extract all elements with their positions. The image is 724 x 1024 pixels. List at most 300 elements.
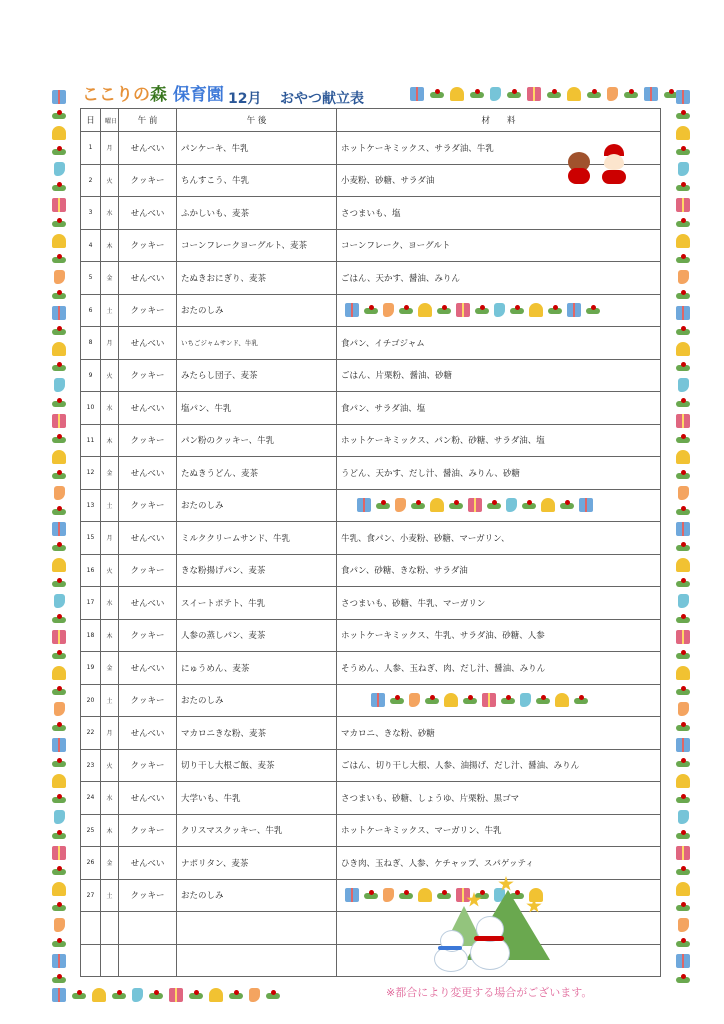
gift-icon: [676, 738, 690, 752]
holly-icon: [547, 87, 561, 101]
cell-dow: 金: [101, 652, 119, 685]
holly-icon: [52, 684, 66, 698]
holly-icon: [676, 720, 690, 734]
bell-icon: [676, 882, 690, 896]
holly-icon: [676, 828, 690, 842]
cell-day: 20: [81, 684, 101, 717]
page-title: おやつ献立表: [280, 91, 364, 107]
cell-pm: 人参の蒸しパン、麦茶: [177, 619, 337, 652]
cell-dow: 土: [101, 489, 119, 522]
gift-icon: [676, 306, 690, 320]
cell-day: 26: [81, 847, 101, 880]
table-row: [81, 847, 661, 880]
holly-icon: [266, 988, 280, 1002]
cell-materials: 牛乳、食パン、小麦粉、砂糖、マーガリン、: [337, 522, 661, 555]
cell-am: クッキー: [119, 359, 177, 392]
cell-am: [119, 912, 177, 945]
cell-pm: [177, 944, 337, 977]
holly-icon: [487, 498, 501, 512]
gift-icon: [676, 630, 690, 644]
cell-day: 25: [81, 814, 101, 847]
sock-icon: [383, 888, 394, 902]
cell-am: せんべい: [119, 132, 177, 165]
holly-icon: [676, 144, 690, 158]
ornament-row: [341, 303, 656, 317]
cell-pm: おたのしみ: [177, 294, 337, 327]
holly-icon: [676, 756, 690, 770]
table-row: [81, 944, 661, 977]
bell-icon: [444, 693, 458, 707]
scarf-icon: [438, 946, 462, 950]
cell-dow: 月: [101, 132, 119, 165]
holly-icon: [560, 498, 574, 512]
cell-materials: マカロニ、きな粉、砂糖: [337, 717, 661, 750]
sock-icon: [54, 810, 65, 824]
table-row: [81, 879, 661, 912]
cell-dow: [101, 944, 119, 977]
cell-am: クッキー: [119, 424, 177, 457]
gift-icon: [676, 198, 690, 212]
holly-icon: [676, 900, 690, 914]
cell-day: 23: [81, 749, 101, 782]
cell-am: クッキー: [119, 489, 177, 522]
holly-icon: [425, 693, 439, 707]
holly-icon: [676, 252, 690, 266]
cell-dow: 火: [101, 749, 119, 782]
bell-icon: [209, 988, 223, 1002]
holly-icon: [676, 360, 690, 374]
cell-pm: パン粉のクッキー、牛乳: [177, 424, 337, 457]
sock-icon: [54, 378, 65, 392]
gift-icon: [52, 522, 66, 536]
table-row: [81, 262, 661, 295]
holly-icon: [52, 252, 66, 266]
cell-dow: 金: [101, 847, 119, 880]
cell-am: せんべい: [119, 652, 177, 685]
table-row: [81, 554, 661, 587]
cell-day: 2: [81, 164, 101, 197]
cell-pm: スイートポテト、牛乳: [177, 587, 337, 620]
cell-materials: ごはん、天かす、醤油、みりん: [337, 262, 661, 295]
table-row: [81, 489, 661, 522]
table-row: [81, 457, 661, 490]
gift-icon: [468, 498, 482, 512]
sock-icon: [678, 810, 689, 824]
sock-icon: [607, 87, 618, 101]
holly-icon: [676, 504, 690, 518]
holly-icon: [676, 612, 690, 626]
cell-dow: 木: [101, 424, 119, 457]
cell-dow: 火: [101, 164, 119, 197]
scarf-icon: [474, 936, 504, 941]
holly-icon: [676, 936, 690, 950]
cell-dow: 月: [101, 522, 119, 555]
cell-pm: [177, 912, 337, 945]
holly-icon: [52, 576, 66, 590]
holly-icon: [430, 87, 444, 101]
cell-day: 11: [81, 424, 101, 457]
cell-materials: うどん、天かす、だし汁、醤油、みりん、砂糖: [337, 457, 661, 490]
cell-am: クッキー: [119, 164, 177, 197]
reindeer-icon: [564, 146, 594, 184]
cell-dow: 土: [101, 879, 119, 912]
holly-icon: [548, 303, 562, 317]
holly-icon: [437, 303, 451, 317]
cell-materials: [337, 489, 661, 522]
cell-day: 4: [81, 229, 101, 262]
holly-icon: [536, 693, 550, 707]
table-row: [81, 619, 661, 652]
holly-icon: [449, 498, 463, 512]
sock-icon: [678, 378, 689, 392]
holly-icon: [676, 396, 690, 410]
cell-pm: ナポリタン、麦茶: [177, 847, 337, 880]
holly-icon: [52, 396, 66, 410]
sock-icon: [520, 693, 531, 707]
logo-text-1: ここりの: [82, 85, 150, 105]
bell-icon: [52, 558, 66, 572]
bell-icon: [567, 87, 581, 101]
cell-day: 1: [81, 132, 101, 165]
santa-icon: [598, 144, 630, 184]
cell-pm: たぬきうどん、麦茶: [177, 457, 337, 490]
cell-dow: 金: [101, 457, 119, 490]
bell-icon: [52, 450, 66, 464]
cell-dow: 水: [101, 197, 119, 230]
cell-dow: 水: [101, 782, 119, 815]
bell-icon: [450, 87, 464, 101]
holly-icon: [52, 468, 66, 482]
holly-icon: [399, 303, 413, 317]
table-row: [81, 782, 661, 815]
bell-icon: [676, 126, 690, 140]
cell-materials: [337, 294, 661, 327]
sock-icon: [54, 702, 65, 716]
table-row: [81, 229, 661, 262]
cell-am: クッキー: [119, 879, 177, 912]
holly-icon: [522, 498, 536, 512]
table-row: [81, 912, 661, 945]
holly-icon: [676, 684, 690, 698]
holly-icon: [72, 988, 86, 1002]
cell-am: クッキー: [119, 554, 177, 587]
cell-pm: コーンフレークヨーグルト、麦茶: [177, 229, 337, 262]
sock-icon: [395, 498, 406, 512]
cell-day: 3: [81, 197, 101, 230]
holly-icon: [52, 792, 66, 806]
holly-icon: [52, 972, 66, 986]
sock-icon: [54, 918, 65, 932]
bell-icon: [92, 988, 106, 1002]
cell-am: クッキー: [119, 229, 177, 262]
cell-materials: ホットケーキミックス、マーガリン、牛乳: [337, 814, 661, 847]
holly-icon: [52, 360, 66, 374]
holly-icon: [676, 576, 690, 590]
holly-icon: [52, 216, 66, 230]
gift-icon: [527, 87, 541, 101]
gift-icon: [579, 498, 593, 512]
sock-icon: [678, 162, 689, 176]
cell-day: 12: [81, 457, 101, 490]
cell-day: 6: [81, 294, 101, 327]
holly-icon: [52, 648, 66, 662]
cell-am: せんべい: [119, 522, 177, 555]
holly-icon: [149, 988, 163, 1002]
sock-icon: [54, 486, 65, 500]
cell-materials: さつまいも、塩: [337, 197, 661, 230]
gift-icon: [52, 954, 66, 968]
holly-icon: [475, 303, 489, 317]
cell-day: 10: [81, 392, 101, 425]
nursery-logo: [82, 80, 224, 105]
cell-dow: 金: [101, 262, 119, 295]
table-row: [81, 359, 661, 392]
holly-icon: [676, 288, 690, 302]
cell-pm: ちんすこう、牛乳: [177, 164, 337, 197]
cell-pm: 大学いも、牛乳: [177, 782, 337, 815]
holly-icon: [470, 87, 484, 101]
holly-icon: [52, 864, 66, 878]
cell-dow: 木: [101, 229, 119, 262]
bell-icon: [676, 450, 690, 464]
holly-icon: [390, 693, 404, 707]
gift-icon: [345, 888, 359, 902]
bottom-ornament-row: [52, 988, 280, 1002]
cell-day: 24: [81, 782, 101, 815]
bell-icon: [52, 666, 66, 680]
cell-materials: コーンフレーク、ヨーグルト: [337, 229, 661, 262]
holly-icon: [52, 828, 66, 842]
cell-materials: 食パン、サラダ油、塩: [337, 392, 661, 425]
snack-menu-table: [80, 108, 661, 977]
sock-icon: [54, 594, 65, 608]
cell-dow: 月: [101, 717, 119, 750]
col-header-materials: 材 料: [337, 109, 661, 132]
cell-pm: みたらし団子、麦茶: [177, 359, 337, 392]
gift-icon: [52, 198, 66, 212]
star-icon: [498, 876, 514, 892]
cell-pm: クリスマスクッキー、牛乳: [177, 814, 337, 847]
cell-am: せんべい: [119, 457, 177, 490]
bell-icon: [676, 666, 690, 680]
sock-icon: [54, 270, 65, 284]
cell-dow: 土: [101, 684, 119, 717]
holly-icon: [463, 693, 477, 707]
holly-icon: [676, 540, 690, 554]
cell-day: 8: [81, 327, 101, 360]
cell-day: [81, 912, 101, 945]
holly-icon: [364, 888, 378, 902]
holly-icon: [676, 324, 690, 338]
holly-icon: [676, 972, 690, 986]
cell-day: 27: [81, 879, 101, 912]
holly-icon: [52, 144, 66, 158]
cell-materials: さつまいも、砂糖、牛乳、マーガリン: [337, 587, 661, 620]
holly-icon: [229, 988, 243, 1002]
sock-icon: [506, 498, 517, 512]
cell-day: 19: [81, 652, 101, 685]
left-ornament-border: [50, 90, 68, 986]
sock-icon: [383, 303, 394, 317]
gift-icon: [371, 693, 385, 707]
bell-icon: [52, 126, 66, 140]
holly-icon: [52, 432, 66, 446]
cell-dow: 土: [101, 294, 119, 327]
gift-icon: [456, 303, 470, 317]
holly-icon: [52, 108, 66, 122]
reindeer-santa-illustration: [562, 142, 636, 186]
gift-icon: [52, 738, 66, 752]
sock-icon: [678, 594, 689, 608]
holly-icon: [364, 303, 378, 317]
sock-icon: [494, 303, 505, 317]
cell-pm: きな粉揚げパン、麦茶: [177, 554, 337, 587]
cell-materials: ホットケーキミックス、サラダ油、牛乳: [337, 132, 661, 165]
cell-am: せんべい: [119, 847, 177, 880]
star-icon: [526, 898, 542, 914]
cell-materials: ひき肉、玉ねぎ、人参、ケチャップ、スパゲッティ: [337, 847, 661, 880]
bell-icon: [529, 303, 543, 317]
bell-icon: [52, 234, 66, 248]
bell-icon: [430, 498, 444, 512]
holly-icon: [112, 988, 126, 1002]
cell-am: クッキー: [119, 684, 177, 717]
cell-am: せんべい: [119, 717, 177, 750]
cell-materials: ごはん、切り干し大根、人参、油揚げ、だし汁、醤油、みりん: [337, 749, 661, 782]
holly-icon: [52, 504, 66, 518]
cell-dow: 木: [101, 814, 119, 847]
cell-materials: ごはん、片栗粉、醤油、砂糖: [337, 359, 661, 392]
gift-icon: [52, 988, 66, 1002]
sock-icon: [249, 988, 260, 1002]
cell-day: 17: [81, 587, 101, 620]
table-header-row: [81, 109, 661, 132]
col-header-day: 日: [81, 109, 101, 132]
cell-am: [119, 944, 177, 977]
gift-icon: [52, 846, 66, 860]
cell-materials: [337, 684, 661, 717]
cell-am: せんべい: [119, 262, 177, 295]
bell-icon: [676, 558, 690, 572]
col-header-dow: 曜日: [101, 109, 119, 132]
cell-pm: ふかしいも、麦茶: [177, 197, 337, 230]
gift-icon: [52, 414, 66, 428]
cell-dow: 水: [101, 587, 119, 620]
table-row: [81, 749, 661, 782]
holly-icon: [676, 468, 690, 482]
sock-icon: [678, 486, 689, 500]
cell-day: 18: [81, 619, 101, 652]
gift-icon: [52, 306, 66, 320]
right-ornament-border: [674, 90, 692, 986]
cell-pm: いちごジャムサンド、牛乳: [177, 327, 337, 360]
sock-icon: [490, 87, 501, 101]
cell-materials: ホットケーキミックス、パン粉、砂糖、サラダ油、塩: [337, 424, 661, 457]
star-icon: [466, 892, 482, 908]
cell-am: せんべい: [119, 587, 177, 620]
table-row: [81, 652, 661, 685]
holly-icon: [507, 87, 521, 101]
table-row: [81, 197, 661, 230]
cell-materials: さつまいも、砂糖、しょうゆ、片栗粉、黒ゴマ: [337, 782, 661, 815]
cell-materials: 食パン、砂糖、きな粉、サラダ油: [337, 554, 661, 587]
holly-icon: [52, 756, 66, 770]
ornament-row: [341, 498, 656, 512]
holly-icon: [676, 432, 690, 446]
sock-icon: [132, 988, 143, 1002]
holly-icon: [399, 888, 413, 902]
cell-day: 9: [81, 359, 101, 392]
gift-icon: [676, 522, 690, 536]
sock-icon: [409, 693, 420, 707]
holly-icon: [586, 303, 600, 317]
holly-icon: [376, 498, 390, 512]
snowman-tree-illustration: [426, 876, 556, 972]
holly-icon: [574, 693, 588, 707]
table-row: [81, 327, 661, 360]
holly-icon: [676, 648, 690, 662]
table-row: [81, 522, 661, 555]
holly-icon: [501, 693, 515, 707]
gift-icon: [567, 303, 581, 317]
gift-icon: [676, 414, 690, 428]
bell-icon: [676, 342, 690, 356]
holly-icon: [676, 216, 690, 230]
logo-text-3: 保育園: [172, 85, 224, 105]
cell-day: [81, 944, 101, 977]
cell-am: せんべい: [119, 392, 177, 425]
holly-icon: [510, 303, 524, 317]
cell-day: 13: [81, 489, 101, 522]
change-notice: ※都合により変更する場合がございます。: [386, 986, 593, 999]
cell-am: せんべい: [119, 327, 177, 360]
ornament-row: [341, 693, 656, 707]
cell-pm: 塩パン、牛乳: [177, 392, 337, 425]
holly-icon: [52, 612, 66, 626]
cell-day: 16: [81, 554, 101, 587]
gift-icon: [357, 498, 371, 512]
sock-icon: [678, 918, 689, 932]
cell-am: クッキー: [119, 619, 177, 652]
holly-icon: [52, 936, 66, 950]
sock-icon: [54, 162, 65, 176]
bell-icon: [418, 303, 432, 317]
holly-icon: [52, 900, 66, 914]
holly-icon: [676, 180, 690, 194]
cell-am: クッキー: [119, 294, 177, 327]
holly-icon: [52, 180, 66, 194]
holly-icon: [52, 288, 66, 302]
table-row: [81, 684, 661, 717]
gift-icon: [169, 988, 183, 1002]
bell-icon: [676, 774, 690, 788]
cell-pm: おたのしみ: [177, 489, 337, 522]
cell-day: 22: [81, 717, 101, 750]
cell-materials: 小麦粉、砂糖、サラダ油: [337, 164, 661, 197]
sock-icon: [678, 702, 689, 716]
cell-pm: おたのしみ: [177, 879, 337, 912]
holly-icon: [411, 498, 425, 512]
bell-icon: [52, 342, 66, 356]
cell-pm: たぬきおにぎり、麦茶: [177, 262, 337, 295]
holly-icon: [624, 87, 638, 101]
month-label: 12月: [228, 91, 262, 107]
cell-pm: マカロニきな粉、麦茶: [177, 717, 337, 750]
holly-icon: [676, 108, 690, 122]
col-header-am: 午 前: [119, 109, 177, 132]
cell-pm: にゅうめん、麦茶: [177, 652, 337, 685]
bell-icon: [52, 882, 66, 896]
